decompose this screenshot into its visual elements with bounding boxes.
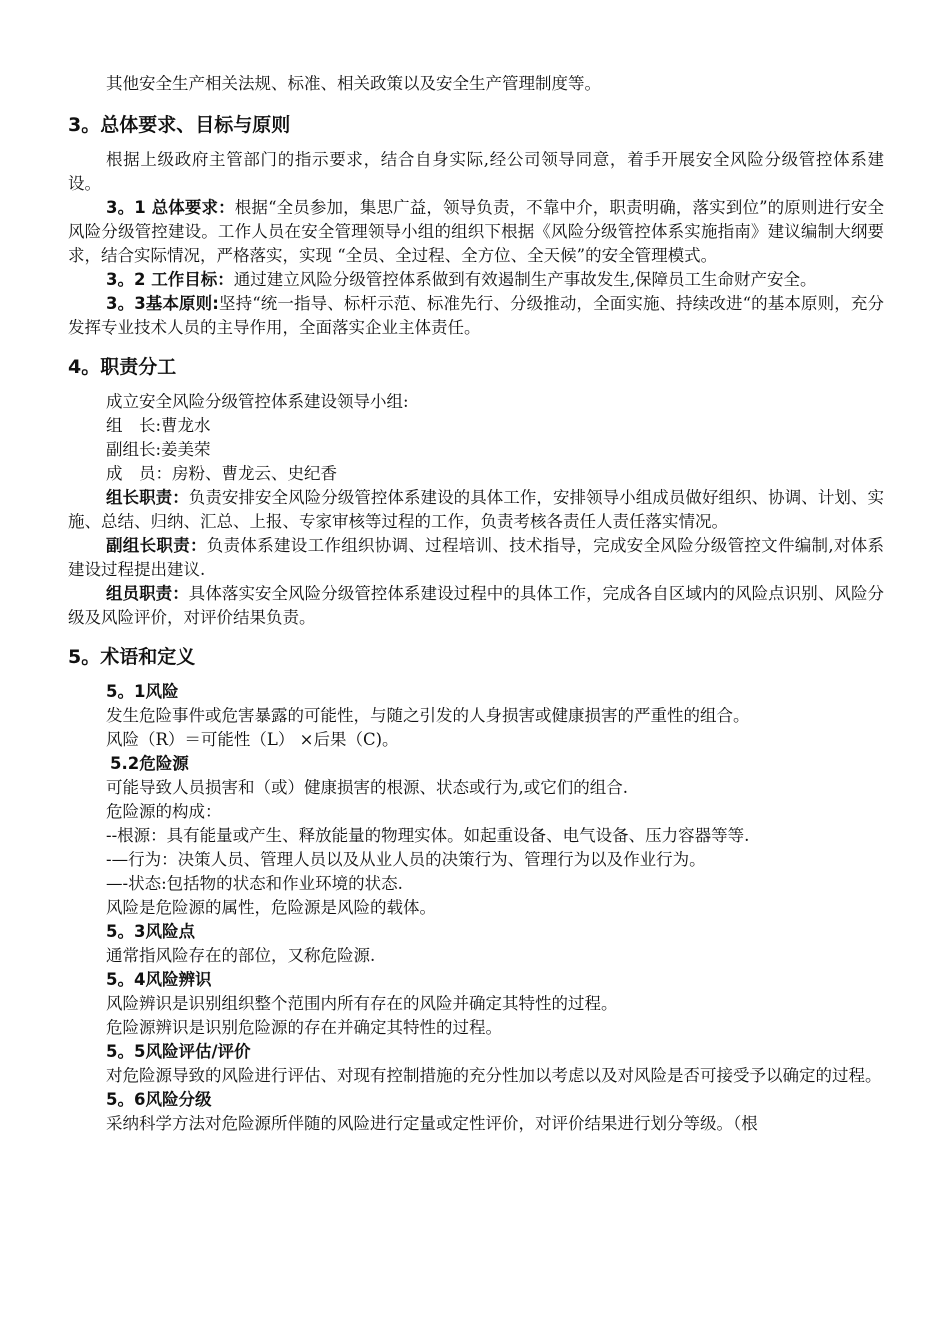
term-5-4-line-1: 风险辨识是识别组织整个范围内所有存在的风险并确定其特性的过程。 [106, 994, 618, 1013]
item-3-2-text: 通过建立风险分级管控体系做到有效遏制生产事故发生,保障员工生命财产安全。 [233, 270, 817, 289]
term-5-1-title: 5。1风险 [106, 682, 179, 701]
term-5-2-line-2: 危险源的构成： [106, 802, 222, 821]
item-3-1 [68, 196, 884, 268]
deputy-duty-text: 负责体系建设工作组织协调、过程培训、技术指导，完成安全风险分级管控文件编制,对体系建设过程提出建议. [68, 536, 884, 579]
member-duty-label: 组员职责： [106, 584, 189, 603]
term-5-2-title: 5.2危险源 [110, 754, 189, 773]
section-3-paragraph: 根据上级政府主管部门的指示要求，结合自身实际,经公司领导同意，着手开展安全风险分级管控体系建设。 [68, 150, 884, 193]
term-5-2-line-6: 风险是危险源的属性，危险源是风险的载体。 [106, 898, 436, 917]
section-4-heading: 4。职责分工 [68, 356, 177, 378]
item-3-2 [68, 268, 884, 292]
member-duty [68, 582, 884, 630]
item-3-3-label: 3。3基本原则: [106, 294, 219, 313]
item-3-3-text: 坚持“统一指导、标杆示范、标准先行、分级推动，全面实施、持续改进“的基本原则，充分发挥专业技术人员的主导作用，全面落实企业主体责任。 [68, 294, 884, 337]
team-intro: 成立安全风险分级管控体系建设领导小组: [106, 392, 409, 411]
team-leader: 组 长:曹龙水 [106, 416, 211, 435]
term-5-4-line-2: 危险源辨识是识别危险源的存在并确定其特性的过程。 [106, 1018, 502, 1037]
member-duty-text: 具体落实安全风险分级管控体系建设过程中的具体工作，完成各自区域内的风险点识别、风险分级及风险评价，对评价结果负责。 [68, 584, 885, 627]
term-5-2-line-1: 可能导致人员损害和（或）健康损害的根源、状态或行为,或它们的组合. [106, 778, 628, 797]
term-5-3-title: 5。3风险点 [106, 922, 195, 941]
deputy-duty-label: 副组长职责： [106, 536, 207, 555]
term-5-2-line-3: --根源：具有能量或产生、释放能量的物理实体。如起重设备、电气设备、压力容器等等. [106, 826, 750, 845]
term-5-4-title: 5。4风险辨识 [106, 970, 212, 989]
item-3-2-label: 3。2 工作目标： [106, 270, 234, 289]
item-3-3 [68, 292, 884, 340]
team-members: 成 员：房粉、曹龙云、史纪香 [106, 464, 337, 483]
term-5-5-title: 5。5风险评估/评价 [106, 1042, 251, 1061]
term-5-3-line-1: 通常指风险存在的部位，又称危险源. [106, 946, 376, 965]
item-3-1-label: 3。1 总体要求： [106, 198, 235, 217]
deputy-duty [68, 534, 884, 582]
item-3-1-text: 根据“全员参加，集思广益，领导负责，不靠中介，职责明确，落实到位”的原则进行安全风险分级管控建设。工作人员在安全管理领导小组的组织下根据《风险分级管控体系实施指南》建议编制大纲要求，结合实际情况，严格落实，实现 “全员、全过程、全方位、全天候”的安全管理模式。 [68, 198, 884, 265]
leader-duty-text: 负责安排安全风险分级管控体系建设的具体工作，安排领导小组成员做好组织、协调、计划、实施、总结、归纳、汇总、上报、专家审核等过程的工作，负责考核各责任人责任落实情况。 [68, 488, 885, 531]
term-5-2-line-5: —-状态:包括物的状态和作业环境的状态. [106, 874, 403, 893]
document-body [68, 72, 884, 1136]
term-5-6-line-1: 采纳科学方法对危险源所伴随的风险进行定量或定性评价，对评价结果进行划分等级。（根 [106, 1114, 758, 1133]
section-3-heading: 3。总体要求、目标与原则 [68, 114, 291, 136]
term-5-2-line-4: -—行为：决策人员、管理人员以及从业人员的决策行为、管理行为以及作业行为。 [106, 850, 706, 869]
team-deputy: 副组长:姜美荣 [106, 440, 211, 459]
term-5-1-line-1: 发生危险事件或危害暴露的可能性，与随之引发的人身损害或健康损害的严重性的组合。 [106, 706, 750, 725]
leader-duty [68, 486, 884, 534]
section-5-heading: 5。术语和定义 [68, 646, 196, 668]
term-5-5-line-1: 对危险源导致的风险进行评估、对现有控制措施的充分性加以考虑以及对风险是否可接受予以确定的过程。 [106, 1066, 882, 1085]
term-5-1-line-2: 风险（R）＝可能性（L） ×后果（C)。 [106, 730, 399, 749]
intro-line: 其他安全生产相关法规、标准、相关政策以及安全生产管理制度等。 [106, 74, 601, 93]
leader-duty-label: 组长职责： [106, 488, 189, 507]
term-5-6-title: 5。6风险分级 [106, 1090, 212, 1109]
